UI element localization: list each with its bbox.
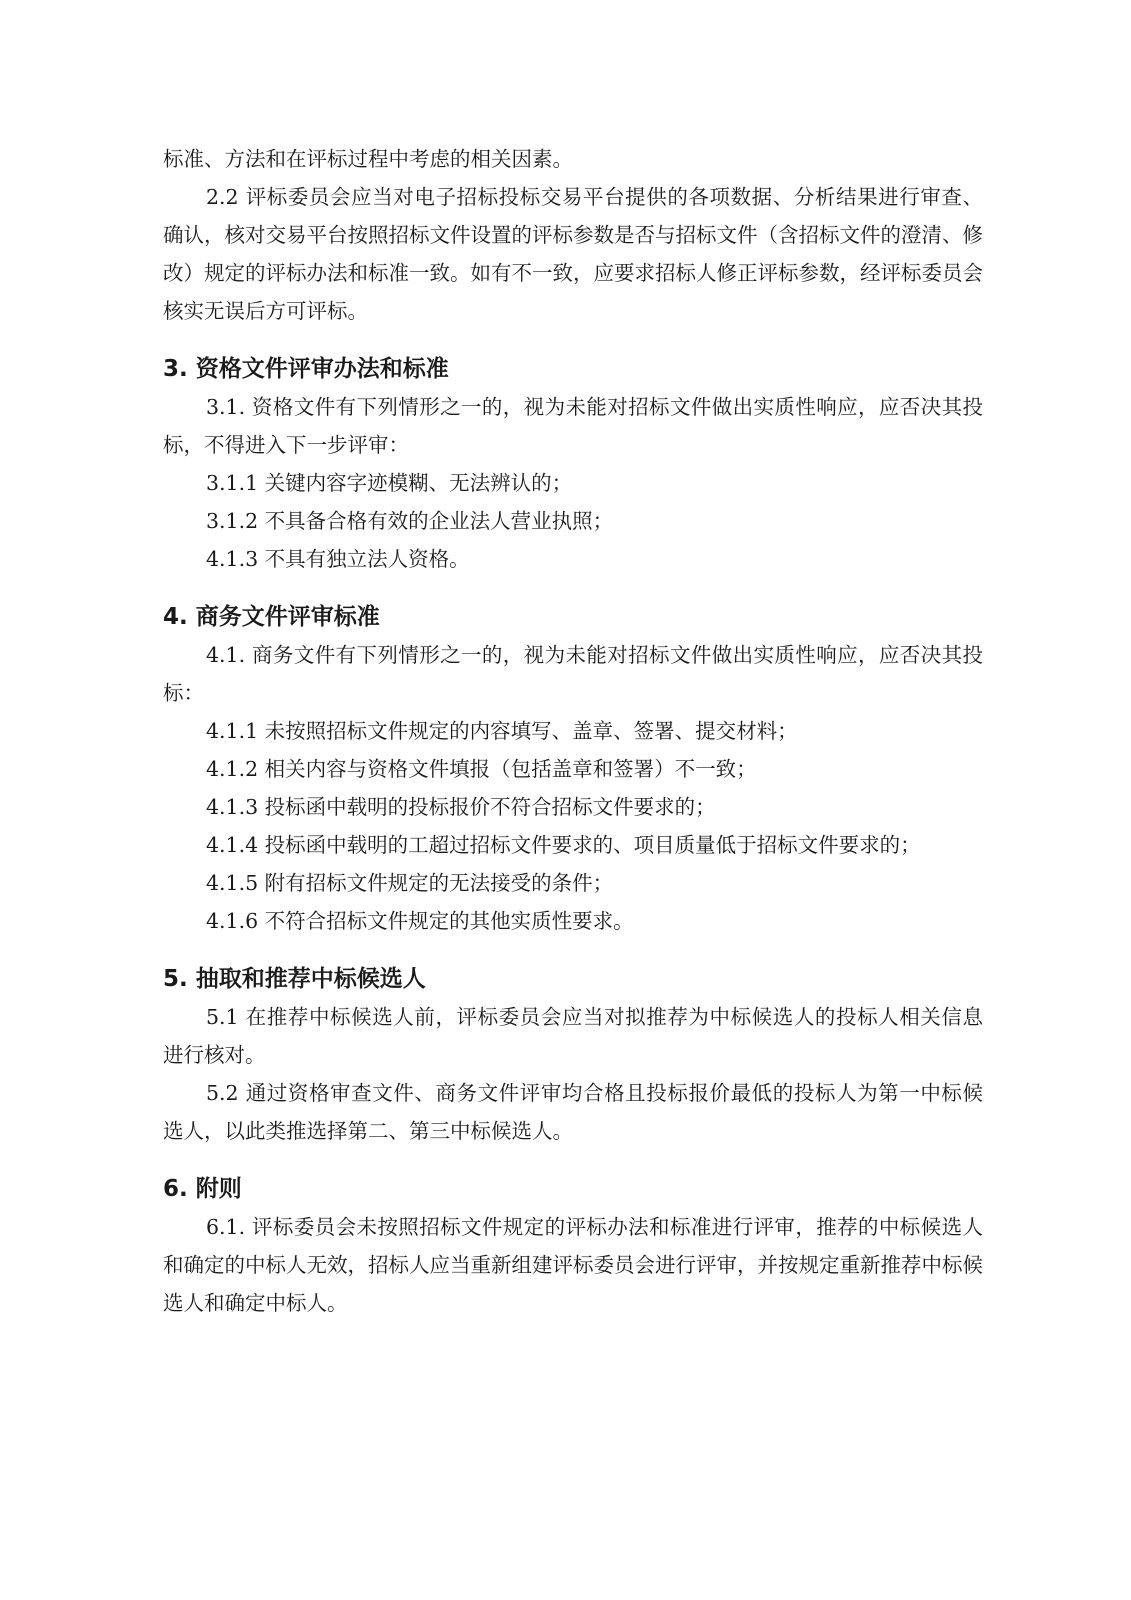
document-page <box>163 140 983 1322</box>
paragraph-3-1: 3.1. 资格文件有下列情形之一的，视为未能对招标文件做出实质性响应，应否决其投标，不得进入下一步评审： <box>163 395 983 457</box>
list-item: 3.1.2 不具备合格有效的企业法人营业执照； <box>206 509 614 533</box>
paragraph-5-2: 5.2 通过资格审查文件、商务文件评审均合格且投标报价最低的投标人为第一中标候选人，以此类推选择第二、第三中标候选人。 <box>163 1081 983 1143</box>
list-item: 4.1.3 投标函中载明的投标报价不符合招标文件要求的； <box>206 795 716 819</box>
paragraph-6-1: 6.1. 评标委员会未按照招标文件规定的评标办法和标准进行评审，推荐的中标候选人和确定的中标人无效，招标人应当重新组建评标委员会进行评审，并按规定重新推荐中标候选人和确定中标人。 <box>163 1215 983 1315</box>
list-item: 3.1.1 关键内容字迹模糊、无法辨认的； <box>206 471 573 495</box>
list-item: 4.1.2 相关内容与资格文件填报（包括盖章和签署）不一致； <box>206 757 757 781</box>
section-3-title: 3. 资格文件评审办法和标准 <box>163 356 449 382</box>
section-5-title: 5. 抽取和推荐中标候选人 <box>163 966 426 992</box>
list-item: 4.1.6 不符合招标文件规定的其他实质性要求。 <box>206 909 634 933</box>
list-item: 4.1.1 未按照招标文件规定的内容填写、盖章、签署、提交材料； <box>206 719 798 743</box>
list-item: 4.1.5 附有招标文件规定的无法接受的条件； <box>206 871 614 895</box>
list-item: 4.1.4 投标函中载明的工超过招标文件要求的、项目质量低于招标文件要求的； <box>206 833 921 857</box>
paragraph-4-1: 4.1. 商务文件有下列情形之一的，视为未能对招标文件做出实质性响应，应否决其投标： <box>163 643 983 705</box>
section-6-title: 6. 附则 <box>163 1176 242 1202</box>
list-item: 4.1.3 不具有独立法人资格。 <box>206 547 470 571</box>
paragraph-2-2: 2.2 评标委员会应当对电子招标投标交易平台提供的各项数据、分析结果进行审查、确认，核对交易平台按照招标文件设置的评标参数是否与招标文件（含招标文件的澄清、修改）规定的评标办法和标准一致。如有不一致，应要求招标人修正评标参数，经评标委员会核实无误后方可评标。 <box>163 185 983 323</box>
paragraph-5-1: 5.1 在推荐中标候选人前，评标委员会应当对拟推荐为中标候选人的投标人相关信息进行核对。 <box>163 1005 983 1067</box>
section-4-title: 4. 商务文件评审标准 <box>163 604 380 630</box>
intro-continuation: 标准、方法和在评标过程中考虑的相关因素。 <box>163 147 573 171</box>
